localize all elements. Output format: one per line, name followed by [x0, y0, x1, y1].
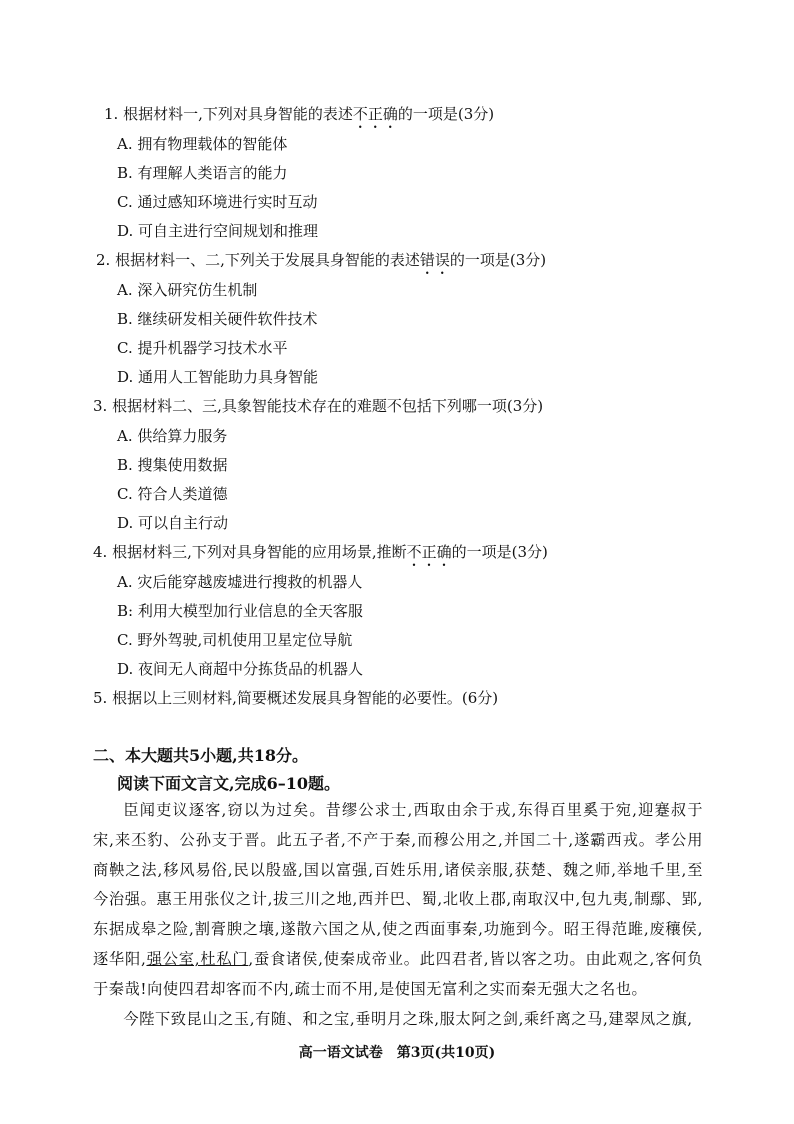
- question-2: [96, 250, 546, 278]
- question-4-option-c: C. 野外驾驶,司机使用卫星定位导航: [117, 631, 353, 649]
- question-1-option-d: D. 可自主进行空间规划和推理: [117, 222, 319, 240]
- question-2-stem: 2. 根据材料一、二,下列关于发展具身智能的表述: [96, 251, 420, 269]
- question-3-option-b: B. 搜集使用数据: [117, 456, 228, 474]
- question-3-option-d: D. 可以自主行动: [117, 514, 229, 532]
- question-4-stem: 4. 根据材料三,下列对具身智能的应用场景,推断: [93, 543, 407, 561]
- question-5: [93, 688, 498, 708]
- question-1-emphasis: 不正确: [352, 105, 398, 123]
- passage-underlined-phrase: 强公室,杜私门: [146, 949, 249, 968]
- passage-paragraph-1: [93, 796, 703, 1005]
- question-2-emphasis: 错误: [419, 251, 450, 269]
- question-1-option-a: A. 拥有物理载体的智能体: [117, 135, 288, 153]
- passage-text: ,蚕食诸侯,使秦成帝业。此四君者,皆以客之功。由此观之,客何负于秦哉!向使四君却客而不内,疏士而不用,是使国无富利之实而秦无强大之名也。: [93, 949, 703, 998]
- question-4-option-b: B: 利用大模型加行业信息的全天客服: [117, 602, 363, 620]
- classical-passage: [93, 796, 703, 1034]
- question-4: [93, 542, 548, 570]
- question-1-stem: 1. 根据材料一,下列对具身智能的表述: [104, 105, 353, 123]
- question-4-option-d: D. 夜间无人商超中分拣货品的机器人: [117, 660, 364, 678]
- question-3: [93, 396, 543, 416]
- question-1-option-c: C. 通过感知环境进行实时互动: [117, 193, 318, 211]
- question-4-option-a: A. 灾后能穿越废墟进行搜救的机器人: [117, 573, 363, 591]
- question-1-option-b: B. 有理解人类语言的能力: [117, 164, 288, 182]
- question-2-option-c: C. 提升机器学习技术水平: [117, 339, 288, 357]
- question-1: [104, 104, 494, 132]
- question-3-option-c: C. 符合人类道德: [117, 485, 228, 503]
- passage-text: 臣闻吏议逐客,窃以为过矣。昔缪公求士,西取由余于戎,东得百里奚于宛,迎蹇叔于宋,来丕豹、公孙支于晋。此五子者,不产于秦,而穆公用之,并国二十,遂霸西戎。孝公用商鞅之法,移风易俗,民以殷盛,国以富强,百姓乐用,诸侯亲服,获楚、魏之师,举地千里,至今治强。惠王用张仪之计,拔三川之地,西并巴、蜀,北收上郡,南取汉中,包九夷,制鄢、郢,东据成皋之险,割膏腴之壤,遂散六国之从,使之西面事秦,功施到今。昭王得范雎,废穰侯,逐华阳,: [93, 801, 703, 968]
- section-heading: 二、本大题共5小题,共18分。: [93, 746, 308, 765]
- passage-paragraph-2: 今陛下致昆山之玉,有随、和之宝,垂明月之珠,服太阿之剑,乘纤离之马,建翠凤之旗,: [123, 1009, 693, 1028]
- reading-instruction: 阅读下面文言文,完成6–10题。: [117, 774, 340, 793]
- question-2-score: 的一项是(3分): [449, 251, 547, 269]
- question-4-score: 的一项是(3分): [451, 543, 548, 561]
- page-footer: 高一语文试卷 第3页(共10页): [298, 1045, 496, 1061]
- question-2-option-b: B. 继续研发相关硬件软件技术: [117, 310, 318, 328]
- question-5-stem: 5. 根据以上三则材料,简要概述发展具身智能的必要性。(6分): [93, 689, 499, 707]
- question-1-score: 的一项是(3分): [397, 105, 495, 123]
- question-3-option-a: A. 供给算力服务: [117, 427, 228, 445]
- question-4-emphasis: 不正确: [406, 543, 452, 561]
- question-2-option-a: A. 深入研究仿生机制: [117, 281, 258, 299]
- question-2-option-d: D. 通用人工智能助力具身智能: [117, 368, 319, 386]
- question-3-stem: 3. 根据材料二、三,具象智能技术存在的难题不包括下列哪一项(3分): [93, 397, 544, 415]
